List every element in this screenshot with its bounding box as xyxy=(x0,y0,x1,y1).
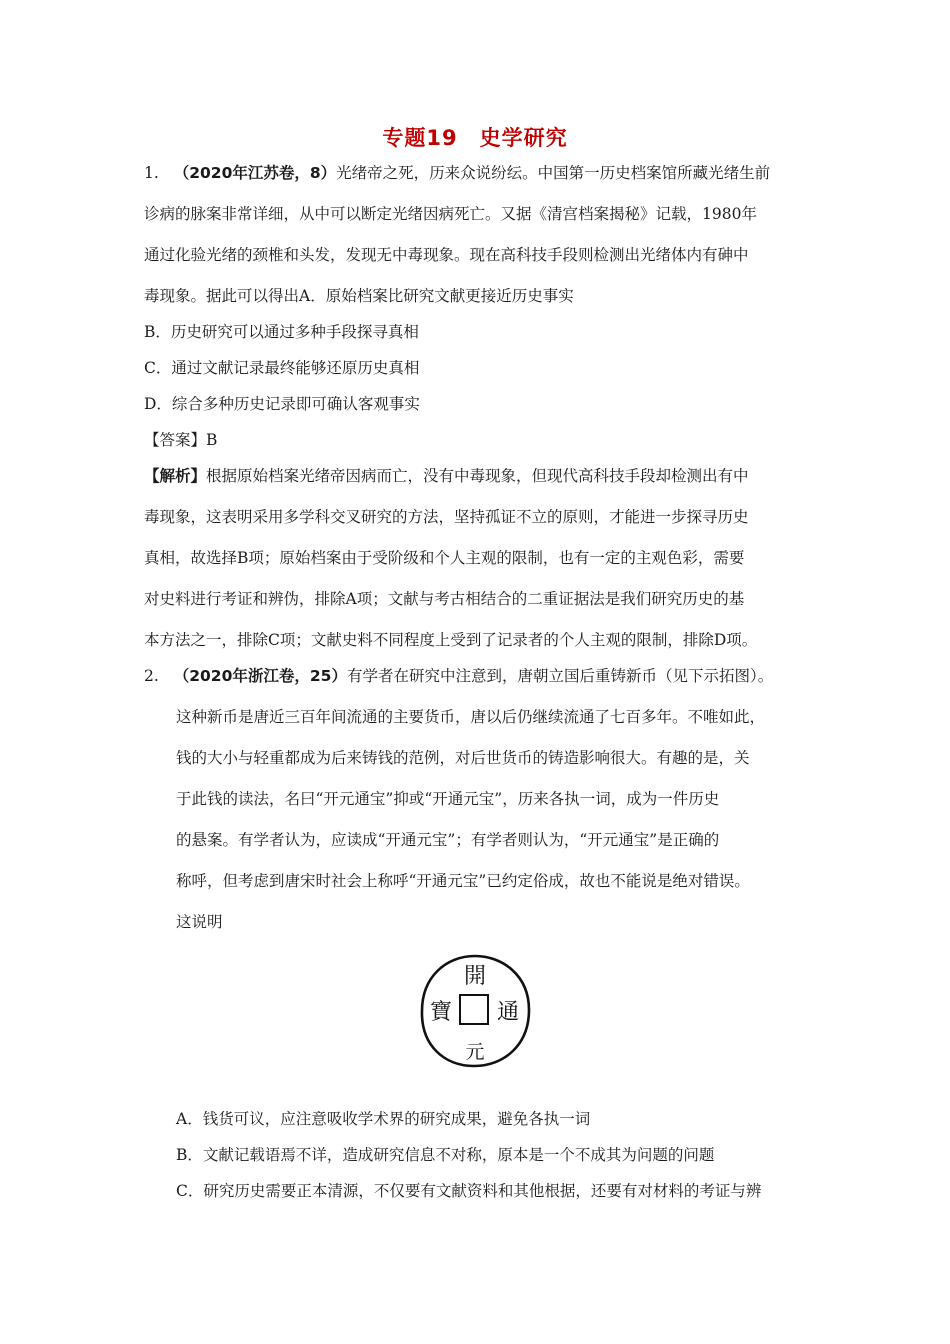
question-text: 有学者在研究中注意到，唐朝立国后重铸新币（见下示拓图）。 xyxy=(346,667,774,685)
question-2-first-line xyxy=(144,665,773,687)
analysis-text: 对史料进行考证和辨伪，排除A项；文献与考古相结合的二重证据法是我们研究历史的基 xyxy=(144,590,745,608)
question-text: 称呼，但考虑到唐宋时社会上称呼“开通元宝”已约定俗成，故也不能说是绝对错误。 xyxy=(176,872,750,890)
option-a: A．钱货可议，应注意吸收学术界的研究成果，避免各执一词 xyxy=(176,1110,591,1128)
coin-char-left: 寶 xyxy=(429,1000,453,1025)
analysis-text: 真相，故选择B项；原始档案由于受阶级和个人主观的限制，也有一定的主观色彩，需要 xyxy=(144,549,745,567)
option-c: C．通过文献记录最终能够还原历史真相 xyxy=(144,359,420,377)
answer-label: 【答案】 xyxy=(144,431,207,449)
question-source: （2020年江苏卷，8） xyxy=(173,164,337,182)
option-b: B．历史研究可以通过多种手段探寻真相 xyxy=(144,323,419,341)
coin-square-hole xyxy=(460,995,488,1024)
question-text: 这说明 xyxy=(176,913,223,931)
coin-char-bottom: 元 xyxy=(465,1041,485,1063)
option-d: D．综合多种历史记录即可确认客观事实 xyxy=(144,395,420,413)
question-1-first-line xyxy=(144,162,770,184)
question-text: 钱的大小与轻重都成为后来铸钱的范例，对后世货币的铸造影响很大。有趣的是，关 xyxy=(176,749,750,767)
question-number: 1. xyxy=(144,164,159,182)
page-title: 专题19 史学研究 xyxy=(382,126,568,150)
option-c: C．研究历史需要正本清源，不仅要有文献资料和其他根据，还要有对材料的考证与辨 xyxy=(176,1182,762,1200)
question-text: 于此钱的读法，名曰“开元通宝”抑或“开通元宝”，历来各执一词，成为一件历史 xyxy=(176,790,720,808)
analysis-label: 【解析】 xyxy=(144,467,207,485)
question-text: 光绪帝之死，历来众说纷纭。中国第一历史档案馆所藏光绪生前 xyxy=(336,164,771,182)
question-text: 毒现象。据此可以得出A．原始档案比研究文献更接近历史事实 xyxy=(144,287,574,305)
coin-char-right: 通 xyxy=(496,1000,520,1025)
answer-value: B xyxy=(206,431,218,449)
analysis-first-line xyxy=(144,465,749,487)
question-text: 诊病的脉案非常详细，从中可以断定光绪因病死亡。又据《清宫档案揭秘》记载，1980年 xyxy=(144,205,757,223)
coin-char-top: 開 xyxy=(463,964,487,989)
question-text: 的悬案。有学者认为，应读成“开通元宝”；有学者则认为，“开元通宝”是正确的 xyxy=(176,831,720,849)
question-text: 通过化验光绪的颈椎和头发，发现无中毒现象。现在高科技手段则检测出光绪体内有砷中 xyxy=(144,246,749,264)
analysis-text: 毒现象，这表明采用多学科交叉研究的方法，坚持孤证不立的原则，才能进一步探寻历史 xyxy=(144,508,749,526)
option-b: B．文献记载语焉不详，造成研究信息不对称，原本是一个不成其为问题的问题 xyxy=(176,1146,715,1164)
coin-rubbing-image xyxy=(418,953,532,1069)
analysis-text: 本方法之一，排除C项；文献史料不同程度上受到了记录者的个人主观的限制，排除D项。 xyxy=(144,631,758,649)
analysis-text: 根据原始档案光绪帝因病而亡，没有中毒现象，但现代高科技手段却检测出有中 xyxy=(206,467,749,485)
question-source: （2020年浙江卷，25） xyxy=(173,667,347,685)
question-text: 这种新币是唐近三百年间流通的主要货币，唐以后仍继续流通了七百多年。不唯如此， xyxy=(176,708,766,726)
question-number: 2. xyxy=(144,667,159,685)
answer-line xyxy=(144,429,217,451)
